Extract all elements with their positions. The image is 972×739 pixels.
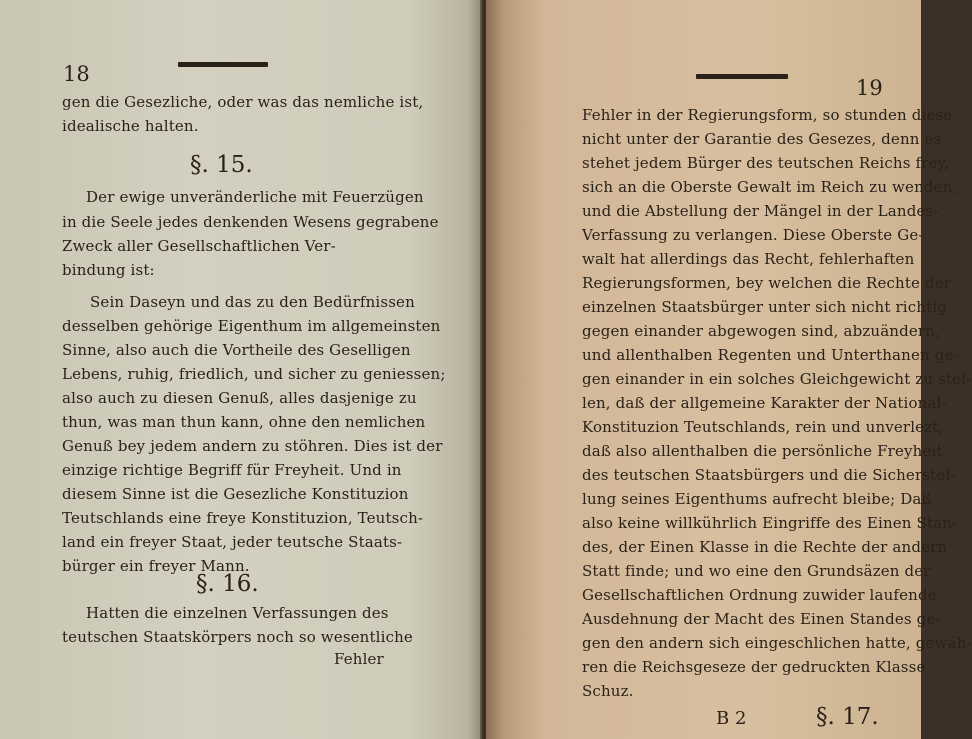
- section-heading: §. 16.: [196, 571, 259, 597]
- signature-mark: B 2: [716, 708, 747, 729]
- text-line: idealische halten.: [62, 117, 199, 135]
- left-page: [0, 0, 482, 739]
- text-line: ren die Reichsgeseze der gedruckten Klasse: [582, 658, 926, 676]
- text-line: daß also allenthalben die persönliche Freyheit: [582, 442, 943, 460]
- text-line: Gesellschaftlichen Ordnung zuwider laufende: [582, 586, 937, 604]
- text-line: stehet jedem Bürger des teutschen Reichs frey,: [582, 154, 950, 172]
- text-line: Fehler in der Regierungsform, so stunden diese: [582, 106, 953, 124]
- page-number: 18: [63, 62, 90, 86]
- text-line: also keine willkührlich Eingriffe des Einen Stan-: [582, 514, 958, 532]
- text-line: gegen einander abgewogen sind, abzuändern,: [582, 322, 940, 340]
- text-line: lung seines Eigenthums aufrecht bleibe; Daß: [582, 490, 932, 508]
- text-line: land ein freyer Staat, jeder teutsche Staats-: [62, 533, 403, 551]
- text-line: nicht unter der Garantie des Gesezes, denn es: [582, 130, 942, 148]
- catchword: Fehler: [334, 650, 384, 668]
- text-line: einzige richtige Begriff für Freyheit. Und in: [62, 461, 402, 479]
- text-line: Der ewige unveränderliche mit Feuerzügen: [86, 188, 424, 206]
- text-line: in die Seele jedes denkenden Wesens gegrabene: [62, 213, 439, 231]
- text-line: Sein Daseyn und das zu den Bedürfnissen: [90, 293, 415, 311]
- text-line: also auch zu diesen Genuß, alles dasjenige zu: [62, 389, 417, 407]
- header-rule: [178, 62, 268, 67]
- text-line: teutschen Staatskörpers noch so wesentliche: [62, 628, 413, 646]
- text-line: des teutschen Staatsbürgers und die Sicherstel-: [582, 466, 956, 484]
- text-line: walt hat allerdings das Recht, fehlerhaften: [582, 250, 915, 268]
- text-line: einzelnen Staatsbürger unter sich nicht richtig: [582, 298, 947, 316]
- text-line: desselben gehörige Eigenthum im allgemeinsten: [62, 317, 441, 335]
- text-line: gen einander in ein solches Gleichgewicht zu stel-: [582, 370, 972, 388]
- text-line: Verfassung zu verlangen. Diese Oberste Ge-: [582, 226, 924, 244]
- page-number: 19: [856, 76, 883, 100]
- text-line: Konstituzion Teutschlands, rein und unverlezt,: [582, 418, 944, 436]
- text-line: gen die Gesezliche, oder was das nemliche ist,: [62, 93, 424, 111]
- text-line: bindung ist:: [62, 261, 155, 279]
- text-line: diesem Sinne ist die Gesezliche Konstituzion: [62, 485, 409, 503]
- text-line: Genuß bey jedem andern zu stöhren. Dies ist der: [62, 437, 443, 455]
- text-line: thun, was man thun kann, ohne den nemlichen: [62, 413, 426, 431]
- text-line: und allenthalben Regenten und Unterthanen ge-: [582, 346, 959, 364]
- text-line: Lebens, ruhig, friedlich, und sicher zu geniessen;: [62, 365, 446, 383]
- text-line: bürger ein freyer Mann.: [62, 557, 250, 575]
- header-rule: [696, 74, 788, 79]
- text-line: Sinne, also auch die Vortheile des Geselligen: [62, 341, 411, 359]
- text-line: gen den andern sich eingeschlichen hatte, gewäh-: [582, 634, 972, 652]
- text-line: Hatten die einzelnen Verfassungen des: [86, 604, 389, 622]
- text-line: Regierungsformen, bey welchen die Rechte der: [582, 274, 952, 292]
- text-line: sich an die Oberste Gewalt im Reich zu wenden,: [582, 178, 958, 196]
- catchword: §. 17.: [816, 704, 879, 730]
- text-line: Statt finde; und wo eine den Grundsäzen der: [582, 562, 931, 580]
- text-line: Zweck aller Gesellschaftlichen Ver-: [62, 237, 336, 255]
- text-line: und die Abstellung der Mängel in der Landes-: [582, 202, 939, 220]
- text-line: len, daß der allgemeine Karakter der National-: [582, 394, 947, 412]
- text-line: Ausdehnung der Macht des Einen Standes ge-: [582, 610, 941, 628]
- text-line: Teutschlands eine freye Konstituzion, Teutsch-: [62, 509, 424, 527]
- section-heading: §. 15.: [190, 152, 253, 178]
- text-line: Schuz.: [582, 682, 634, 700]
- text-line: des, der Einen Klasse in die Rechte der andern: [582, 538, 948, 556]
- right-page: [486, 0, 972, 739]
